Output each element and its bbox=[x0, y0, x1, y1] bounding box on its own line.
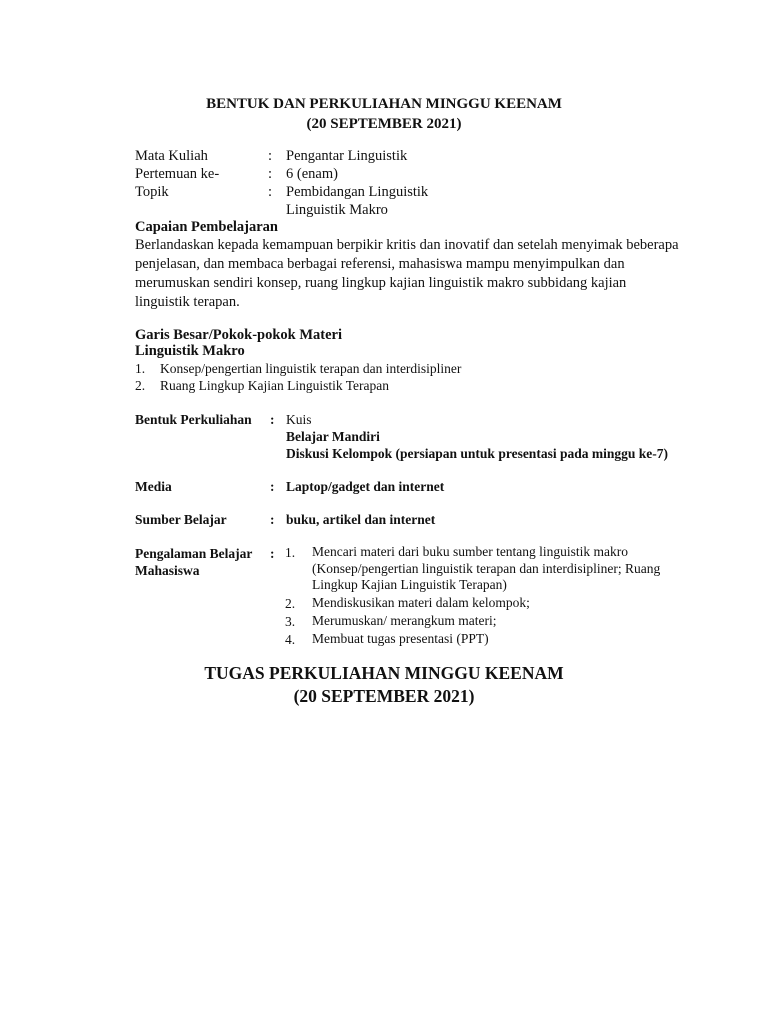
course-info-row bbox=[135, 201, 428, 219]
tugas-date: (20 SEPTEMBER 2021) bbox=[293, 686, 475, 706]
list-item-text: Konsep/pengertian linguistik terapan dan interdisipliner bbox=[160, 361, 462, 376]
bentuk-value: Belajar Mandiri bbox=[286, 429, 380, 444]
course-info bbox=[135, 147, 428, 219]
list-item-number: 2. bbox=[135, 378, 146, 393]
course-info-label: Pertemuan ke- bbox=[135, 166, 220, 182]
bentuk-colon: : bbox=[270, 412, 275, 427]
list-item-text: Mendiskusikan materi dalam kelompok; bbox=[312, 594, 530, 610]
course-info-row bbox=[135, 183, 428, 201]
course-info-value: Linguistik Makro bbox=[286, 202, 388, 218]
document-header bbox=[0, 94, 768, 134]
pengalaman-list bbox=[285, 544, 682, 648]
header-title: BENTUK DAN PERKULIAHAN MINGGU KEENAM bbox=[206, 96, 562, 112]
list-item-text: Membuat tugas presentasi (PPT) bbox=[312, 630, 489, 646]
garis-besar-title: Garis Besar/Pokok-pokok Materi bbox=[135, 327, 343, 343]
list-item bbox=[135, 360, 461, 377]
pengalaman-colon: : bbox=[270, 546, 275, 561]
list-item bbox=[285, 613, 682, 630]
course-info-colon: : bbox=[268, 184, 273, 200]
course-info-value: Pengantar Linguistik bbox=[286, 148, 408, 164]
list-item bbox=[285, 595, 682, 612]
media-value: Laptop/gadget dan internet bbox=[286, 479, 445, 494]
tugas-header bbox=[0, 662, 768, 708]
bentuk-value: Diskusi Kelompok (persiapan untuk presentasi pada minggu ke-7) bbox=[286, 446, 668, 461]
pengalaman-label bbox=[135, 545, 270, 579]
sumber-colon: : bbox=[270, 512, 275, 527]
course-info-label bbox=[135, 201, 268, 219]
garis-besar-list bbox=[135, 360, 461, 394]
course-info-colon bbox=[268, 201, 286, 219]
course-info-value: Pembidangan Linguistik bbox=[286, 184, 429, 200]
course-info-colon: : bbox=[268, 148, 273, 164]
garis-besar-subtitle: Linguistik Makro bbox=[135, 343, 245, 359]
list-item bbox=[135, 377, 461, 394]
capaian-title: Capaian Pembelajaran bbox=[135, 219, 278, 235]
course-info-value: 6 (enam) bbox=[286, 166, 338, 182]
list-item-number: 2. bbox=[285, 595, 296, 611]
course-info-colon: : bbox=[268, 166, 273, 182]
media-colon: : bbox=[270, 479, 275, 494]
media-label: Media bbox=[135, 479, 172, 494]
list-item bbox=[285, 544, 682, 594]
sumber-label: Sumber Belajar bbox=[135, 512, 227, 527]
sumber-value: buku, artikel dan internet bbox=[286, 512, 436, 527]
bentuk-label: Bentuk Perkuliahan bbox=[135, 412, 252, 427]
course-info-label: Topik bbox=[135, 184, 169, 200]
course-info-row bbox=[135, 165, 428, 183]
list-item bbox=[285, 631, 682, 648]
list-item-text: Ruang Lingkup Kajian Linguistik Terapan bbox=[160, 378, 390, 393]
list-item-number: 3. bbox=[285, 613, 296, 629]
course-info-row bbox=[135, 147, 428, 165]
pengalaman-label-line: Mahasiswa bbox=[135, 563, 200, 578]
header-date: (20 SEPTEMBER 2021) bbox=[306, 116, 462, 132]
tugas-title: TUGAS PERKULIAHAN MINGGU KEENAM bbox=[204, 663, 564, 683]
bentuk-value: Kuis bbox=[286, 412, 312, 427]
list-item-number: 4. bbox=[285, 631, 296, 647]
list-item-text: Mencari materi dari buku sumber tentang linguistik makro (Konsep/pengertian linguistik terapan dan interdisipliner; Ruang Lingkup Kajian Linguistik Terapan) bbox=[312, 544, 661, 592]
list-item-text: Merumuskan/ merangkum materi; bbox=[312, 612, 497, 628]
capaian-body: Berlandaskan kepada kemampuan berpikir kritis dan inovatif dan setelah menyimak beberapa penjelasan, dan membaca berbagai referensi, mahasiswa mampu menyimpulkan dan merumuskan sendiri konsep, ruang lingkup kajian linguistik makro subbidang kajian linguistik terapan. bbox=[135, 237, 679, 310]
pengalaman-label-line: Pengalaman Belajar bbox=[135, 546, 253, 561]
course-info-label: Mata Kuliah bbox=[135, 148, 208, 164]
list-item-number: 1. bbox=[135, 361, 146, 376]
list-item-number: 1. bbox=[285, 545, 296, 560]
bentuk-values bbox=[286, 411, 668, 462]
